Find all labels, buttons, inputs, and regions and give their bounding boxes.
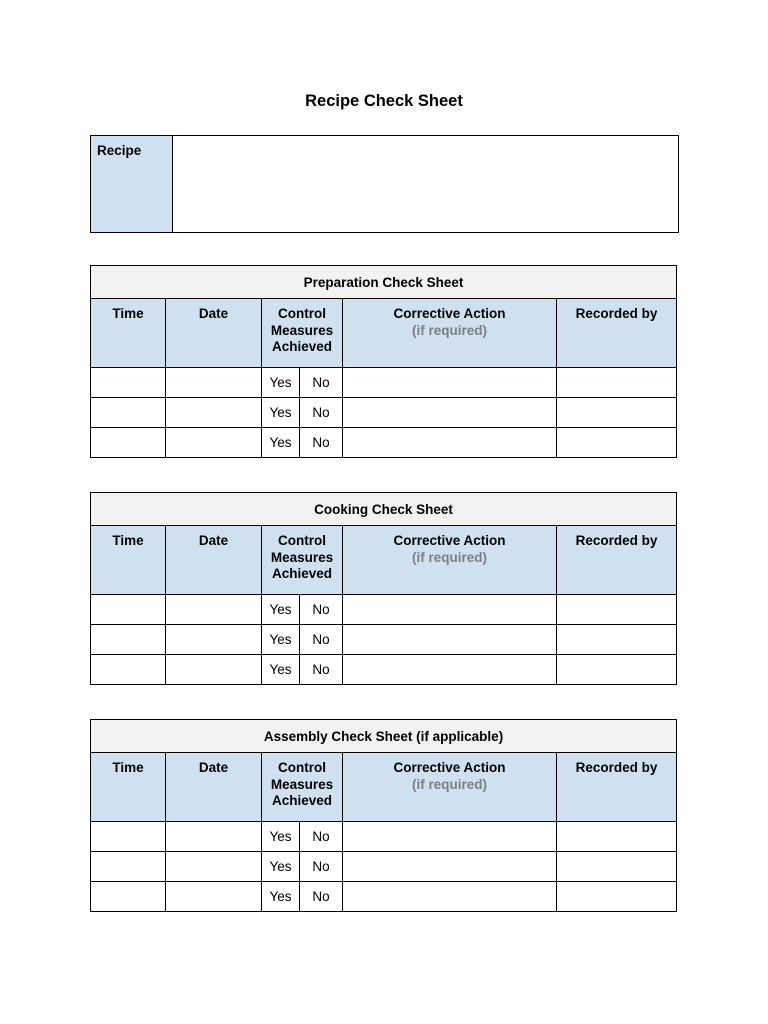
section-title: Cooking Check Sheet — [91, 493, 677, 526]
time-cell[interactable] — [91, 595, 166, 625]
recipe-field[interactable] — [173, 136, 679, 233]
yes-option[interactable]: Yes — [262, 882, 300, 912]
section-title: Assembly Check Sheet (if applicable) — [91, 720, 677, 753]
col-control-measures: Control Measures Achieved — [262, 526, 343, 595]
date-cell[interactable] — [166, 368, 262, 398]
recorded-by-cell[interactable] — [557, 595, 677, 625]
date-cell[interactable] — [166, 655, 262, 685]
no-option[interactable]: No — [300, 368, 343, 398]
table-row — [91, 398, 677, 428]
table-row — [91, 852, 677, 882]
assembly-check-table — [90, 719, 677, 912]
time-cell[interactable] — [91, 852, 166, 882]
date-cell[interactable] — [166, 595, 262, 625]
table-row — [91, 595, 677, 625]
col-control-measures: Control Measures Achieved — [262, 299, 343, 368]
no-option[interactable]: No — [300, 882, 343, 912]
time-cell[interactable] — [91, 428, 166, 458]
col-time: Time — [91, 753, 166, 822]
recipe-table — [90, 135, 679, 233]
time-cell[interactable] — [91, 398, 166, 428]
date-cell[interactable] — [166, 822, 262, 852]
no-option[interactable]: No — [300, 822, 343, 852]
table-row — [91, 368, 677, 398]
page-title: Recipe Check Sheet — [305, 92, 463, 110]
table-row — [91, 822, 677, 852]
table-row — [91, 428, 677, 458]
time-cell[interactable] — [91, 368, 166, 398]
corrective-action-cell[interactable] — [343, 595, 557, 625]
corrective-action-cell[interactable] — [343, 625, 557, 655]
yes-option[interactable]: Yes — [262, 625, 300, 655]
recorded-by-cell[interactable] — [557, 398, 677, 428]
recorded-by-cell[interactable] — [557, 822, 677, 852]
corrective-action-cell[interactable] — [343, 655, 557, 685]
no-option[interactable]: No — [300, 595, 343, 625]
corrective-action-cell[interactable] — [343, 428, 557, 458]
table-row — [91, 882, 677, 912]
col-time: Time — [91, 299, 166, 368]
date-cell[interactable] — [166, 428, 262, 458]
col-recorded-by: Recorded by — [557, 526, 677, 595]
date-cell[interactable] — [166, 398, 262, 428]
no-option[interactable]: No — [300, 428, 343, 458]
no-option[interactable]: No — [300, 655, 343, 685]
col-recorded-by: Recorded by — [557, 299, 677, 368]
date-cell[interactable] — [166, 625, 262, 655]
no-option[interactable]: No — [300, 625, 343, 655]
time-cell[interactable] — [91, 625, 166, 655]
col-control-measures: Control Measures Achieved — [262, 753, 343, 822]
recorded-by-cell[interactable] — [557, 625, 677, 655]
if-required-note: (if required) — [411, 776, 487, 792]
preparation-check-table — [90, 265, 677, 458]
recorded-by-cell[interactable] — [557, 368, 677, 398]
recorded-by-cell[interactable] — [557, 882, 677, 912]
col-date: Date — [166, 526, 262, 595]
time-cell[interactable] — [91, 655, 166, 685]
recorded-by-cell[interactable] — [557, 428, 677, 458]
if-required-note: (if required) — [411, 549, 487, 565]
yes-option[interactable]: Yes — [262, 852, 300, 882]
col-corrective-action: Corrective Action (if required) — [343, 299, 557, 368]
col-date: Date — [166, 299, 262, 368]
table-row — [91, 655, 677, 685]
time-cell[interactable] — [91, 882, 166, 912]
corrective-action-cell[interactable] — [343, 398, 557, 428]
table-row — [91, 625, 677, 655]
col-recorded-by: Recorded by — [557, 753, 677, 822]
yes-option[interactable]: Yes — [262, 368, 300, 398]
yes-option[interactable]: Yes — [262, 595, 300, 625]
yes-option[interactable]: Yes — [262, 822, 300, 852]
col-date: Date — [166, 753, 262, 822]
col-corrective-action: Corrective Action (if required) — [343, 753, 557, 822]
cooking-check-table — [90, 492, 677, 685]
corrective-action-cell[interactable] — [343, 852, 557, 882]
no-option[interactable]: No — [300, 398, 343, 428]
recorded-by-cell[interactable] — [557, 655, 677, 685]
no-option[interactable]: No — [300, 852, 343, 882]
yes-option[interactable]: Yes — [262, 428, 300, 458]
yes-option[interactable]: Yes — [262, 655, 300, 685]
section-title: Preparation Check Sheet — [91, 266, 677, 299]
col-time: Time — [91, 526, 166, 595]
yes-option[interactable]: Yes — [262, 398, 300, 428]
date-cell[interactable] — [166, 852, 262, 882]
corrective-action-cell[interactable] — [343, 368, 557, 398]
time-cell[interactable] — [91, 822, 166, 852]
if-required-note: (if required) — [411, 322, 487, 338]
corrective-action-cell[interactable] — [343, 882, 557, 912]
corrective-action-cell[interactable] — [343, 822, 557, 852]
col-corrective-action: Corrective Action (if required) — [343, 526, 557, 595]
date-cell[interactable] — [166, 882, 262, 912]
recipe-label: Recipe — [91, 136, 173, 233]
recorded-by-cell[interactable] — [557, 852, 677, 882]
